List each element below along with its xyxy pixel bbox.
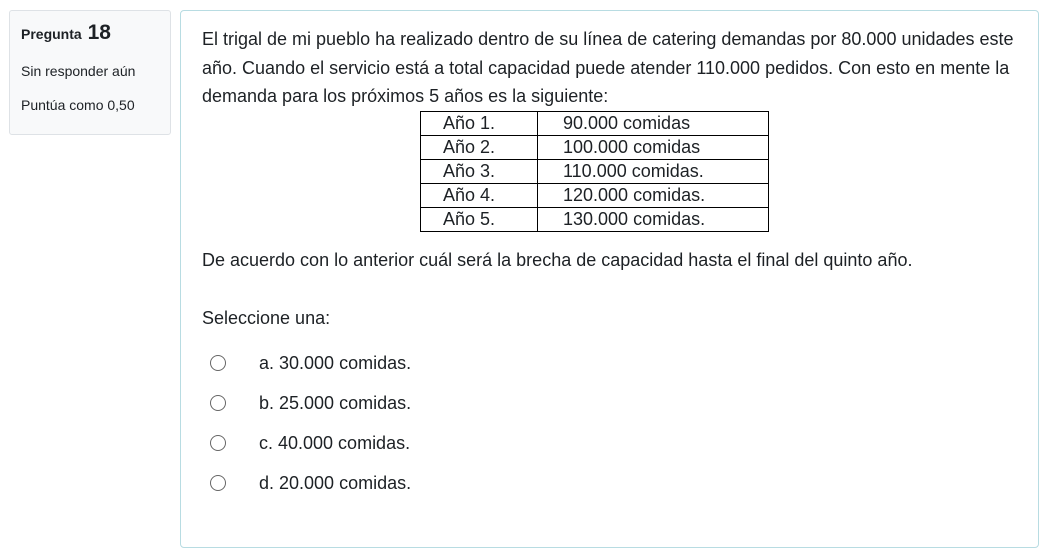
demand-table	[420, 111, 769, 232]
answer-list	[202, 343, 1018, 503]
answer-label[interactable]: b. 25.000 comidas.	[259, 392, 412, 413]
question-label: Pregunta	[21, 26, 82, 42]
answer-option-a[interactable]	[202, 343, 1018, 383]
question-grade: Puntúa como 0,50	[21, 97, 135, 113]
radio-button[interactable]	[210, 475, 226, 491]
table-cell-year: Año 4.	[421, 183, 538, 207]
answer-label[interactable]: c. 40.000 comidas.	[259, 432, 411, 453]
table-row	[421, 111, 769, 135]
answer-option-b[interactable]	[202, 383, 1018, 423]
answer-prompt: Seleccione una:	[202, 308, 331, 328]
answer-label[interactable]: a. 30.000 comidas.	[259, 352, 412, 373]
question-content	[180, 10, 1039, 548]
answer-label[interactable]: d. 20.000 comidas.	[259, 472, 412, 493]
table-cell-value: 130.000 comidas.	[538, 207, 769, 231]
radio-button[interactable]	[210, 395, 226, 411]
table-cell-value: 100.000 comidas	[538, 135, 769, 159]
table-row	[421, 135, 769, 159]
table-cell-value: 110.000 comidas.	[538, 159, 769, 183]
question-state: Sin responder aún	[21, 63, 136, 79]
table-row	[421, 183, 769, 207]
question-number: 18	[87, 21, 111, 44]
question-text: El trigal de mi pueblo ha realizado dentro de su línea de catering demandas por 80.000 unidades este año. Cuando el servicio está a total capacidad puede atender 110.000 pedidos. Con esto en mente la demanda para los próximos 5 años es la siguiente:	[202, 29, 1014, 106]
table-cell-year: Año 2.	[421, 135, 538, 159]
question-followup: De acuerdo con lo anterior cuál será la brecha de capacidad hasta el final del quinto año.	[202, 249, 913, 270]
table-cell-value: 90.000 comidas	[538, 111, 769, 135]
question-info-panel	[9, 10, 171, 135]
answer-option-d[interactable]	[202, 463, 1018, 503]
radio-button[interactable]	[210, 435, 226, 451]
radio-button[interactable]	[210, 355, 226, 371]
table-cell-year: Año 3.	[421, 159, 538, 183]
table-cell-year: Año 5.	[421, 207, 538, 231]
table-row	[421, 207, 769, 231]
table-cell-value: 120.000 comidas.	[538, 183, 769, 207]
answer-option-c[interactable]	[202, 423, 1018, 463]
table-cell-year: Año 1.	[421, 111, 538, 135]
table-row	[421, 159, 769, 183]
question-number-heading	[21, 21, 170, 46]
